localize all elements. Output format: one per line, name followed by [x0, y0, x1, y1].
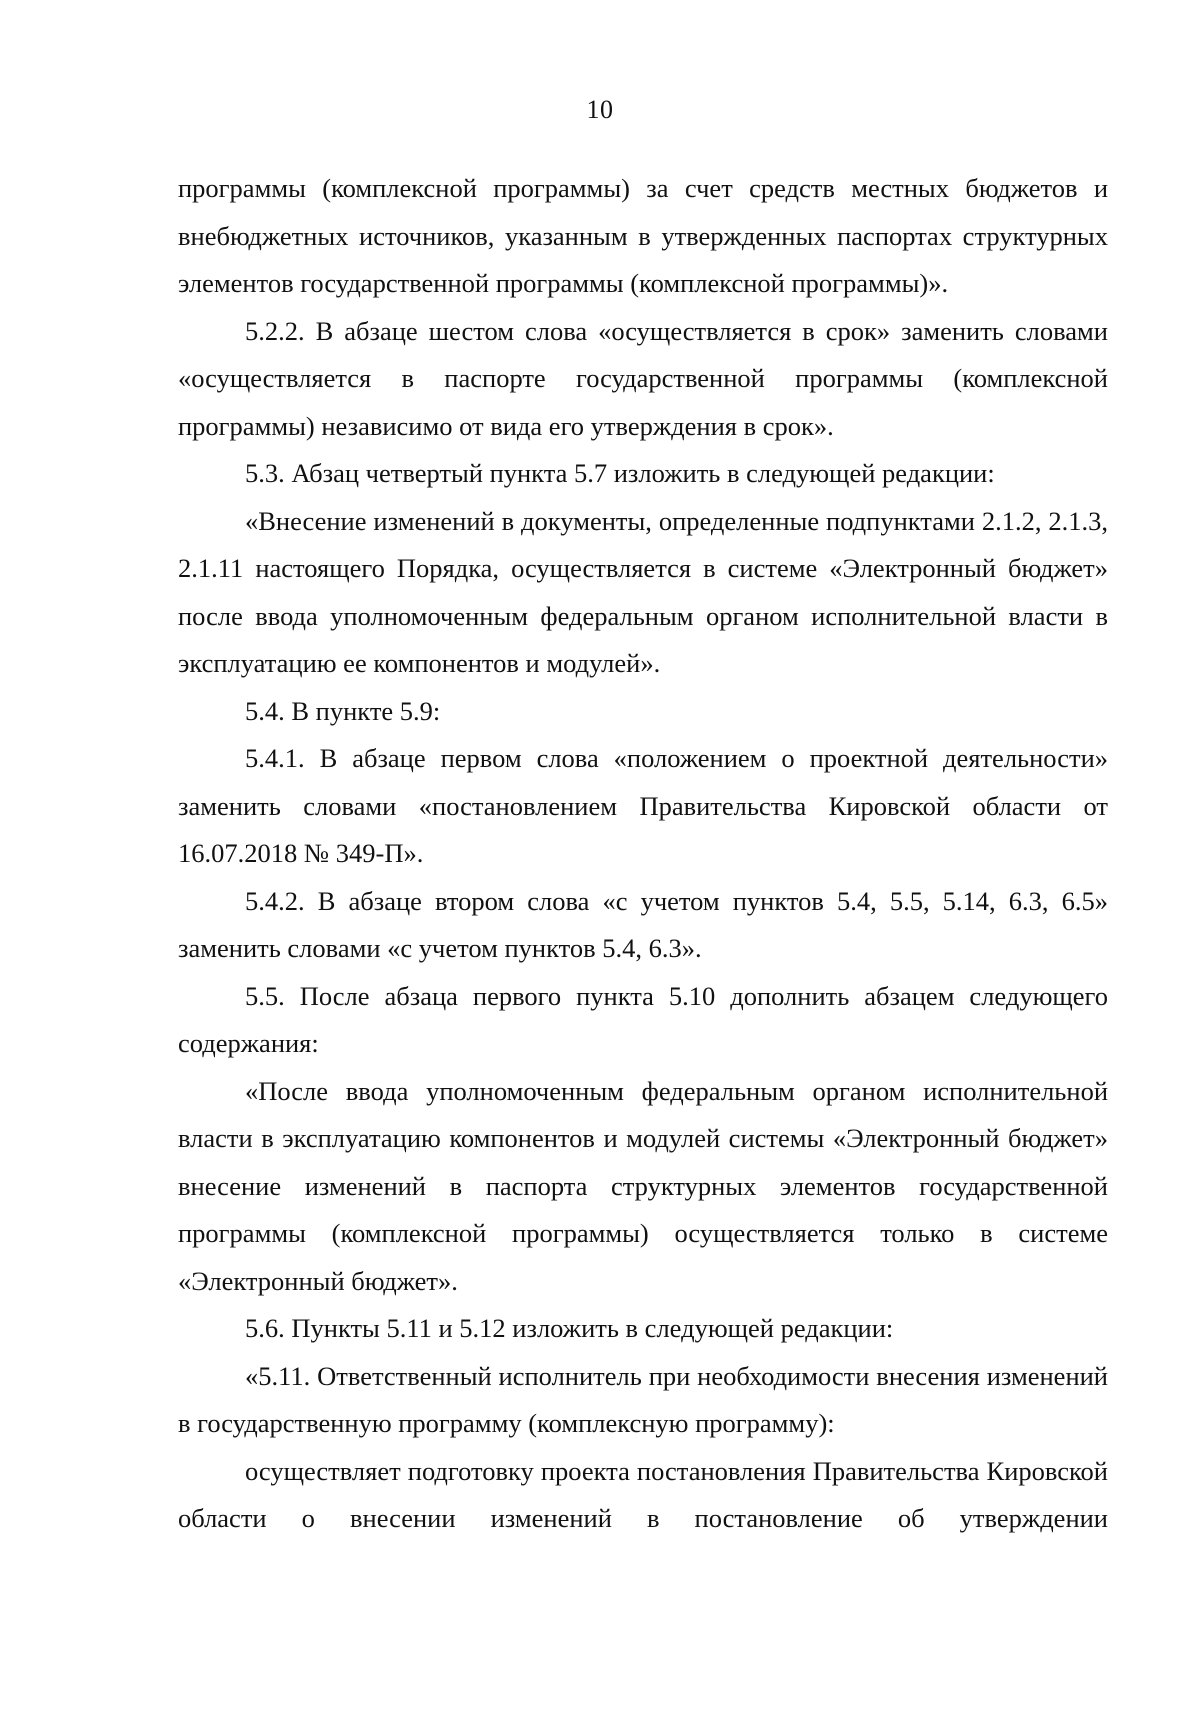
- paragraph-5-11-item: осуществляет подготовку проекта постановления Правительства Кировской области о внесении изменений в постановление об утверждении: [178, 1455, 1108, 1533]
- page-number: 10: [586, 95, 614, 124]
- paragraph-5-3-quote: «Внесение изменений в документы, определенные подпунктами 2.1.2, 2.1.3, 2.1.11 настоящего Порядка, осуществляется в системе «Электронный бюджет» после ввода уполномоченным федеральным органом исполнительной власти в эксплуатацию ее компонентов и модулей».: [178, 505, 1108, 678]
- paragraph-5-2-2: 5.2.2. В абзаце шестом слова «осуществляется в срок» заменить словами «осуществляется в паспорте государственной программы (комплексной программы) независимо от вида его утверждения в срок».: [178, 315, 1108, 441]
- paragraph-5-4-2: 5.4.2. В абзаце втором слова «с учетом пунктов 5.4, 5.5, 5.14, 6.3, 6.5» заменить словами «с учетом пунктов 5.4, 6.3».: [178, 885, 1108, 963]
- paragraph-5-5: 5.5. После абзаца первого пункта 5.10 дополнить абзацем следующего содержания:: [178, 980, 1108, 1058]
- paragraph-5-4: 5.4. В пункте 5.9:: [245, 695, 441, 726]
- paragraph-5-6: 5.6. Пункты 5.11 и 5.12 изложить в следующей редакции:: [245, 1313, 894, 1343]
- document-body: [178, 165, 1108, 1543]
- paragraph-5-5-quote: «После ввода уполномоченным федеральным органом исполнительной власти в эксплуатацию компонентов и модулей системы «Электронный бюджет» внесение изменений в паспорта структурных элементов государственной программы (комплексной программы) осуществляется только в системе «Электронный бюджет».: [178, 1075, 1108, 1296]
- paragraph-5-3: 5.3. Абзац четвертый пункта 5.7 изложить в следующей редакции:: [245, 458, 995, 488]
- paragraph-continuation: программы (комплексной программы) за счет средств местных бюджетов и внебюджетных источников, указанным в утвержденных паспортах структурных элементов государственной программы (комплексной программы)».: [178, 173, 1108, 298]
- paragraph-5-11: «5.11. Ответственный исполнитель при необходимости внесения изменений в государственную программу (комплексную программу):: [178, 1360, 1108, 1438]
- paragraph-5-4-1: 5.4.1. В абзаце первом слова «положением о проектной деятельности» заменить словами «постановлением Правительства Кировской области от 16.07.2018 № 349-П».: [178, 743, 1108, 868]
